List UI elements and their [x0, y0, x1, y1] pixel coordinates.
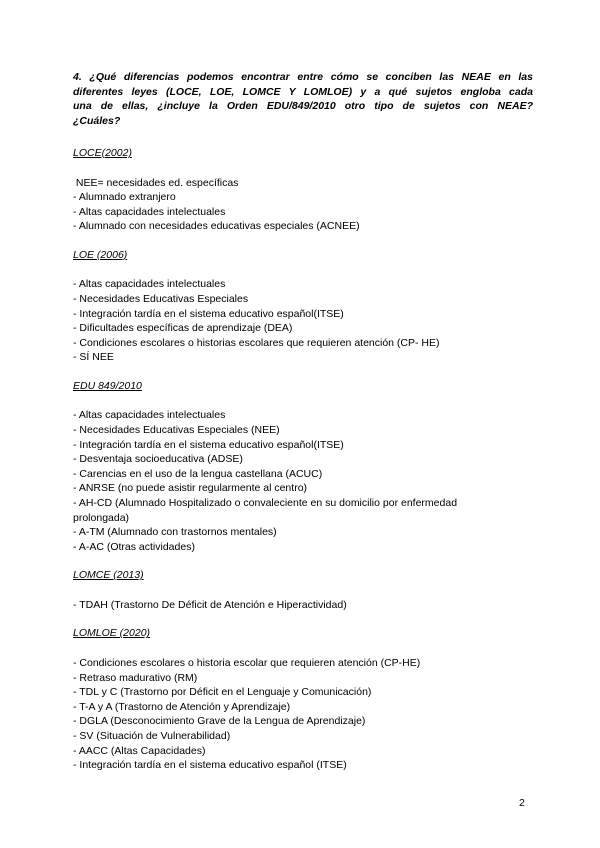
section-edu-849-2010 [73, 379, 543, 568]
page-number: 2 [519, 797, 525, 809]
question-line: 4. ¿Qué diferencias podemos encontrar entre cómo se conciben las NEAE en las [73, 71, 533, 83]
section-heading-loce: LOCE(2002) [73, 147, 132, 159]
list-item: - SV (Situación de Vulnerabilidad) [73, 729, 231, 742]
list-item: - Integración tardía en el sistema educativo español (ITSE) [73, 759, 347, 772]
section-heading-loe: LOE (2006) [73, 248, 128, 261]
list-item: - Carencias en el uso de la lengua castellana (ACUC) [73, 467, 323, 480]
section-loe [73, 248, 543, 379]
list-item: - Alumnado extranjero [73, 191, 176, 204]
section-list-loce [73, 176, 543, 234]
list-item: - SÍ NEE [73, 351, 114, 364]
section-heading-edu: EDU 849/2010 [73, 379, 142, 392]
question-line: ¿Cuáles? [73, 114, 121, 127]
list-item: - DGLA (Desconocimiento Grave de la Lengua de Aprendizaje) [73, 715, 366, 728]
list-item: - A-TM (Alumnado con trastornos mentales) [73, 526, 277, 539]
list-item: NEE= necesidades ed. específicas [73, 176, 239, 189]
list-item: - Altas capacidades intelectuales [73, 278, 226, 291]
list-item: - Integración tardía en el sistema educativo español(ITSE) [73, 307, 344, 320]
list-item: - Necesidades Educativas Especiales [73, 292, 249, 305]
section-list-edu [73, 408, 543, 554]
question-line: diferentes leyes (LOCE, LOE, LOMCE Y LOMLOE) y a qué sujetos engloba cada [73, 85, 533, 98]
section-list-lomloe [73, 656, 543, 773]
list-item: - ANRSE (no puede asistir regularmente al centro) [73, 482, 308, 495]
list-item: prolongada) [73, 511, 130, 524]
list-item: - AH-CD (Alumnado Hospitalizado o convaleciente en su domicilio por enfermedad [73, 497, 458, 509]
question-heading [73, 70, 533, 128]
document-body [73, 146, 543, 773]
list-item: - T-A y A (Trastorno de Atención y Aprendizaje) [73, 700, 291, 713]
list-item: - Dificultades específicas de aprendizaje (DEA) [73, 322, 293, 335]
list-item: - Necesidades Educativas Especiales (NEE) [73, 424, 280, 437]
section-list-loe [73, 277, 543, 365]
list-item: - Integración tardía en el sistema educativo español(ITSE) [73, 438, 344, 451]
section-lomce [73, 568, 543, 626]
list-item: - Altas capacidades intelectuales [73, 205, 226, 218]
list-item: - Condiciones escolares o historias escolares que requieren atención (CP- HE) [73, 336, 440, 349]
list-item: - AACC (Altas Capacidades) [73, 744, 206, 757]
list-item: - TDL y C (Trastorno por Déficit en el Lenguaje y Comunicación) [73, 686, 372, 699]
list-item: - Condiciones escolares o historia escolar que requieren atención (CP-HE) [73, 656, 421, 669]
list-item: - TDAH (Trastorno De Déficit de Atención e Hiperactividad) [73, 598, 347, 611]
list-item: - Alumnado con necesidades educativas especiales (ACNEE) [73, 220, 360, 233]
section-loce [73, 146, 543, 248]
section-list-lomce [73, 598, 543, 613]
list-item: - Desventaja socioeducativa (ADSE) [73, 453, 243, 466]
list-item: - Retraso madurativo (RM) [73, 671, 198, 684]
question-line: una de ellas, ¿incluye la Orden EDU/849/2010 otro tipo de sujetos con NEAE? [73, 100, 533, 112]
section-lomloe [73, 626, 543, 772]
list-item: - A-AC (Otras actividades) [73, 540, 195, 553]
section-heading-lomloe: LOMLOE (2020) [73, 627, 151, 640]
list-item: - Altas capacidades intelectuales [73, 409, 226, 422]
section-heading-lomce: LOMCE (2013) [73, 569, 144, 582]
